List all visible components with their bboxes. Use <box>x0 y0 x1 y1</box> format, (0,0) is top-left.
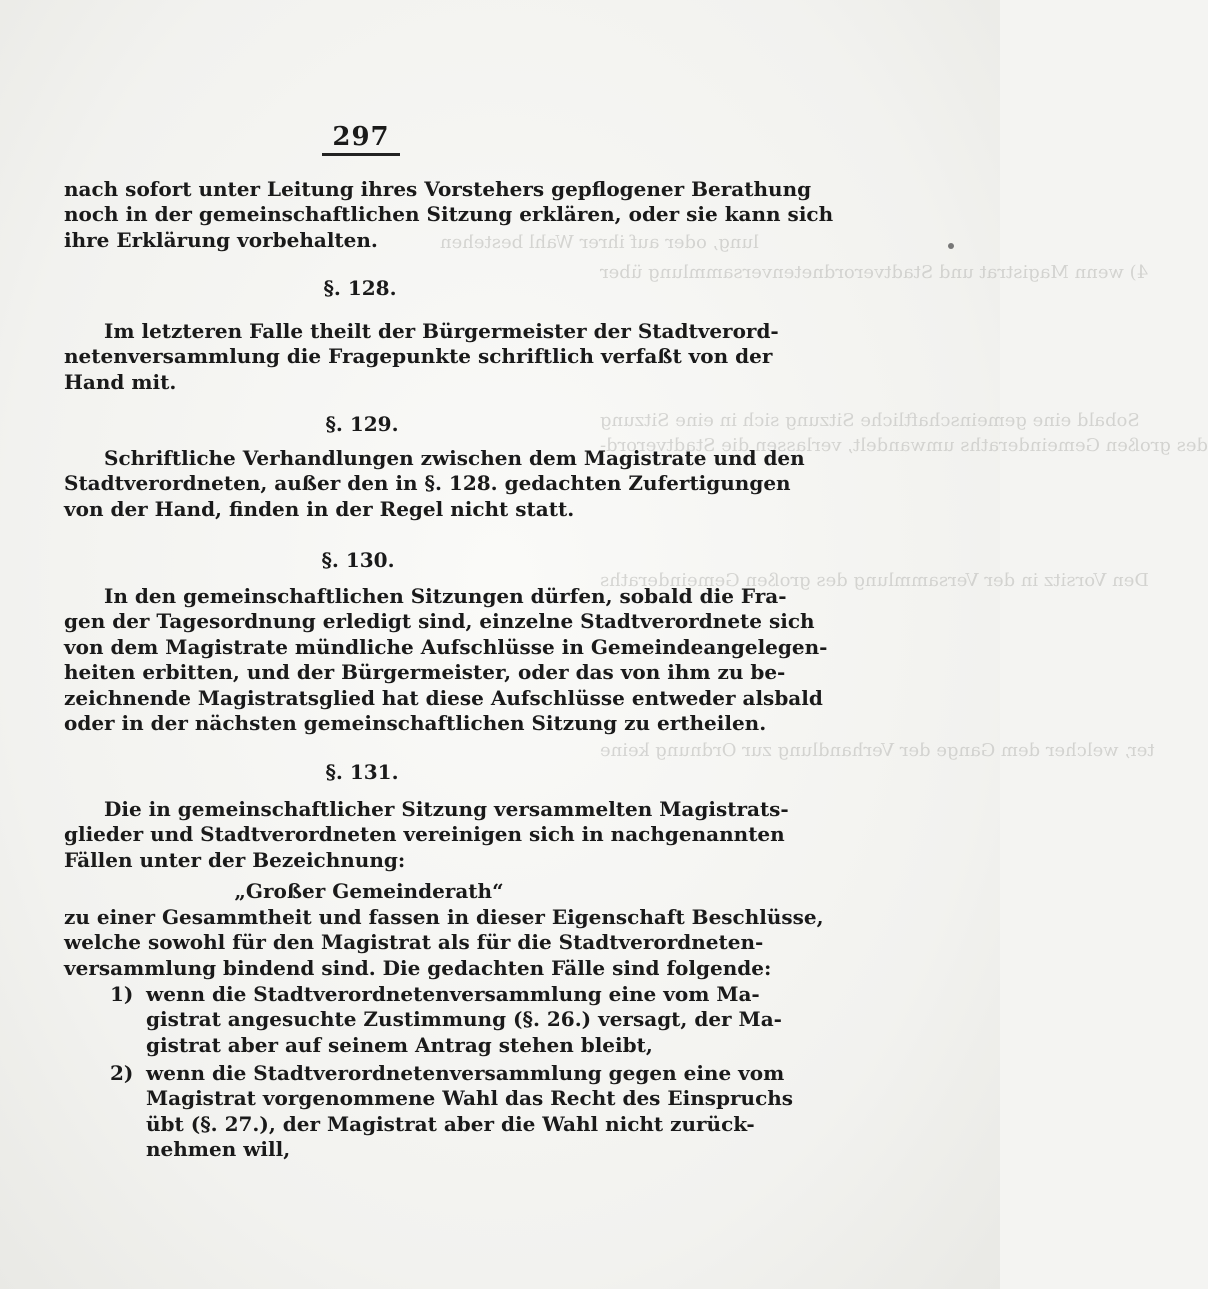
list-item <box>110 1061 794 1163</box>
bleed-through-decoration: lung, oder auf ihrer Wahl bestehen <box>440 232 759 253</box>
text-line: Hand mit. <box>64 369 177 394</box>
text-line: Magistrat vorgenommene Wahl das Recht des Einspruchs <box>146 1086 794 1111</box>
paragraph-131-continued <box>64 905 824 981</box>
quoted-term <box>64 879 674 904</box>
text-line: Im letzteren Falle theilt der Bürgermeister der Stadtverord- <box>104 319 779 343</box>
text-line: Die in gemeinschaftlicher Sitzung versammelten Magistrats- <box>104 797 789 821</box>
bleed-through-decoration: Sobald eine gemeinschaftliche Sitzung sich in eine Sitzung <box>600 410 1140 431</box>
text-line: gistrat aber auf seinem Antrag stehen bleibt, <box>146 1032 653 1057</box>
paper-speck <box>948 243 954 249</box>
text-line: heiten erbitten, und der Bürgermeister, oder das von ihm zu be- <box>64 660 786 685</box>
list-item <box>110 982 782 1058</box>
quoted-term-text: „Großer Gemeinderath“ <box>234 879 504 903</box>
text-line: versammlung bindend sind. Die gedachten Fälle sind folgende: <box>64 955 772 980</box>
text-line: von der Hand, finden in der Regel nicht statt. <box>64 496 575 521</box>
text-line: gistrat angesuchte Zustimmung (§. 26.) versagt, der Ma- <box>146 1007 782 1032</box>
text-line: welche sowohl für den Magistrat als für die Stadtverordneten- <box>64 930 764 955</box>
text-line: noch in der gemeinschaftlichen Sitzung erklären, oder sie kann sich <box>64 202 834 227</box>
text-line: zeichnende Magistratsglied hat diese Aufschlüsse entweder alsbald <box>64 685 823 710</box>
text-line: wenn die Stadtverordnetenversammlung eine vom Ma- <box>146 982 760 1006</box>
text-line: Schriftliche Verhandlungen zwischen dem Magistrate und den <box>104 446 805 470</box>
text-line: Fällen unter der Bezeichnung: <box>64 847 406 872</box>
paragraph-129 <box>64 446 805 522</box>
section-heading-129: §. 129. <box>325 412 399 436</box>
text-line: ihre Erklärung vorbehalten. <box>64 227 378 252</box>
text-line: von dem Magistrate mündliche Aufschlüsse in Gemeindeangelegen- <box>64 634 828 659</box>
paragraph-intro <box>64 177 834 253</box>
text-line: gen der Tagesordnung erledigt sind, einzelne Stadtverordnete sich <box>64 609 815 634</box>
section-heading-128: §. 128. <box>323 276 397 300</box>
bleed-through-decoration: Den Vorsitz in der Versammlung des großen Gemeinderaths <box>600 570 1149 591</box>
section-heading-131: §. 131. <box>325 760 399 784</box>
paragraph-130 <box>64 584 828 736</box>
text-line: oder in der nächsten gemeinschaftlichen Sitzung zu ertheilen. <box>64 710 767 735</box>
page-number-rule <box>322 153 400 156</box>
text-line: nehmen will, <box>146 1137 291 1162</box>
bleed-through-decoration: ter, welcher dem Gange der Verhandlung zur Ordnung keine <box>600 740 1155 761</box>
text-line: glieder und Stadtverordneten vereinigen sich in nachgenannten <box>64 822 785 847</box>
text-line: nach sofort unter Leitung ihres Vorstehers gepflogener Berathung <box>64 177 812 201</box>
bleed-through-decoration: des großen Gemeinderaths umwandelt, verlassen die Stadtverord- <box>600 435 1208 456</box>
bleed-through-decoration: 4) wenn Magistrat und Stadtverordnetenversammlung über <box>600 262 1149 283</box>
text-line: netenversammlung die Fragepunkte schriftlich verfaßt von der <box>64 344 773 369</box>
section-heading-130: §. 130. <box>321 548 395 572</box>
text-line: übt (§. 27.), der Magistrat aber die Wahl nicht zurück- <box>146 1111 755 1136</box>
text-line: wenn die Stadtverordnetenversammlung gegen eine vom <box>146 1061 785 1085</box>
text-line: zu einer Gesammtheit und fassen in dieser Eigenschaft Beschlüsse, <box>64 905 824 929</box>
text-line: In den gemeinschaftlichen Sitzungen dürfen, sobald die Fra- <box>104 584 787 608</box>
page-number: 297 <box>332 122 390 152</box>
paragraph-128 <box>64 319 779 395</box>
list-number: 1) <box>110 982 134 1006</box>
paragraph-131 <box>64 797 789 873</box>
list-number: 2) <box>110 1061 134 1085</box>
text-line: Stadtverordneten, außer den in §. 128. gedachten Zufertigungen <box>64 471 791 496</box>
